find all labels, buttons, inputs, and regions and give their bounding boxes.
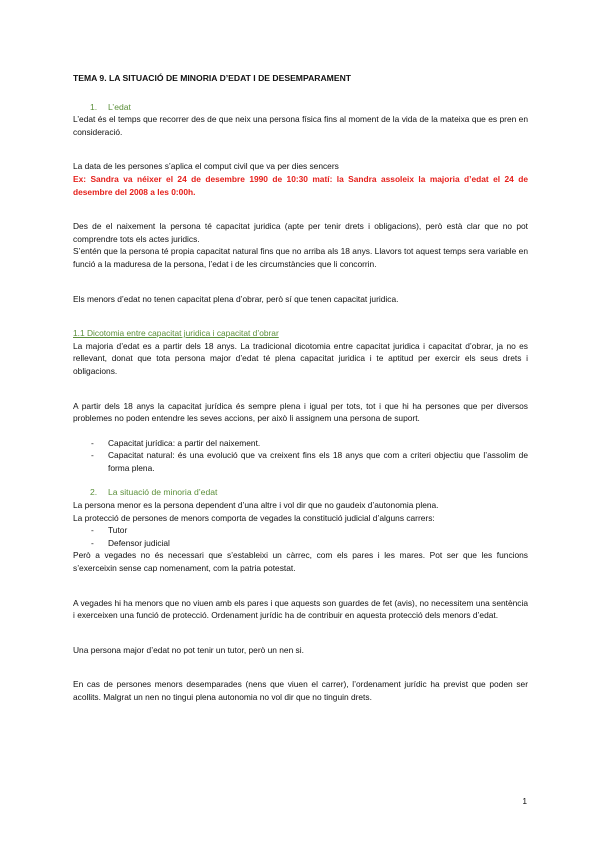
section-2-number: 2.	[90, 487, 98, 498]
list-item	[91, 524, 528, 537]
list-dash: -	[91, 437, 94, 448]
section-2-paragraph-2: La protecció de persones de menors comporta de vegades la constitució judicial d’alguns carrers:	[73, 512, 435, 523]
list-dash: -	[91, 525, 94, 536]
section-1-title: L’edat	[108, 101, 131, 112]
list-item	[91, 537, 528, 550]
section-1-heading	[73, 101, 528, 114]
protection-list	[73, 524, 528, 549]
list-item-text: Capacitat jurídica: a partir del naixement.	[108, 437, 261, 448]
document-title: TEMA 9. LA SITUACIÓ DE MINORIA D’EDAT I DE DESEMPARAMENT	[73, 73, 352, 83]
list-dash: -	[91, 537, 94, 548]
section-1-paragraph-3: Des de el naixement la persona té capacitat juridica (apte per tenir drets i obligacions), però està clar que no pot comprendre tots els actes juridics.	[73, 221, 528, 244]
section-2-paragraph-5: Una persona major d’edat no pot tenir un tutor, però un nen si.	[73, 644, 304, 655]
section-1-number: 1.	[90, 101, 98, 112]
subsection-1-1-paragraph-1: La majoria d’edat es a partir dels 18 anys. La tradicional dicotomia entre capacitat juridica i capacitat d’obrar, ja no es rellevant, donat que tota persona major d’edat té plena capacitat juridica i te aptitud per exercir els seus drets i obligacions.	[73, 340, 528, 376]
section-2-heading	[73, 486, 528, 499]
section-1-paragraph-2: La data de les persones s’aplica el comput civil que va per dies sencers	[73, 161, 339, 172]
subsection-1-1-paragraph-2: A partir dels 18 anys la capacitat jurídica és sempre plena i igual per tots, tot i que hi ha persones que per diversos problemes no poden entendre les seves accions, per això li assignem una persona de suport.	[73, 400, 528, 424]
list-item-text: Capacitat natural: és una evolució que va creixent fins els 18 anys que com a criteri objectiu que l’assolim de forma plena.	[108, 450, 528, 473]
list-item-text: Defensor judicial	[108, 537, 170, 548]
capacity-list	[73, 437, 528, 475]
list-item	[91, 437, 528, 450]
section-1-paragraph-5: Els menors d’edat no tenen capacitat plena d’obrar, però sí que tenen capacitat juridica.	[73, 293, 399, 304]
document-page	[73, 72, 528, 704]
section-2-title: La situació de minoria d’edat	[108, 487, 218, 498]
list-item	[91, 449, 528, 474]
subsection-1-1-heading: 1.1 Dicotomia entre capacitat juridica i capacitat d’obrar	[73, 328, 279, 339]
section-2-paragraph-4: A vegades hi ha menors que no viuen amb els pares i que aquests son guardes de fet (avis), no necessitem una sentència i exerceixen una funció de protecció. Ordenament jurídic ha de contribuir en aquesta protecció dels menors d’edat.	[73, 597, 528, 621]
section-2-paragraph-6: En cas de persones menors desemparades (nens que viuen el carrer), l’ordenament jurídic ha previst que poden ser acollits. Malgrat un nen no tingui plena autonomia no vol dir que no tinguin drets.	[73, 679, 528, 702]
list-item-text: Tutor	[108, 525, 128, 536]
example-text: Ex: Sandra va néixer el 24 de desembre 1990 de 10:30 matí: la Sandra assoleix la majoria d’edat el 24 de desembre del 2008 a les 0:00h.	[73, 173, 528, 197]
section-1-paragraph-1: L’edat és el temps que recorrer des de que neix una persona física fins al moment de la vida de la mateixa que es pren en consideració.	[73, 114, 528, 137]
page-number: 1	[522, 796, 527, 806]
section-2-paragraph-1: La persona menor es la persona dependent d’una altre i vol dir que no gaudeix d’autonomia plena.	[73, 500, 439, 511]
list-dash: -	[91, 450, 94, 461]
section-2-paragraph-3: Però a vegades no és necessari que s’estableixi un càrrec, com els pares i les mares. Pot ser que les funcions s’exerceixin sense cap nomenament, com la patria potestat.	[73, 550, 528, 574]
section-1-paragraph-4: S’entén que la persona té propia capacitat natural fins que no arriba als 18 anys. Llavors tot aquest temps sera variable en funció a la maduresa de la persona, l’edat i de les circumstàncies que li concorrin.	[73, 246, 528, 269]
